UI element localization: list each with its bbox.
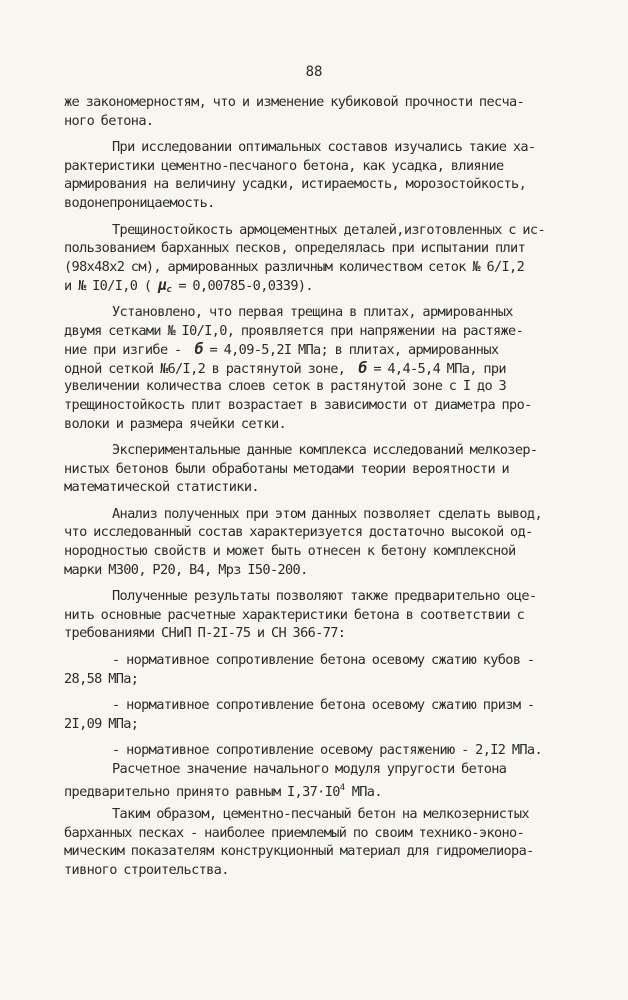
text-line: мическим показателям конструкционный материал для гидромелиора- bbox=[64, 843, 534, 860]
text-line: водонепроницаемость. bbox=[64, 194, 215, 211]
text-fragment: МПа. bbox=[345, 783, 382, 800]
text-line bbox=[64, 340, 628, 359]
text-line: (98х48х2 см), армированных различным количеством сеток № 6/I,2 bbox=[64, 258, 525, 275]
text-line: - нормативное сопротивление осевому растяжению - 2,I2 МПа. bbox=[112, 742, 542, 759]
text-line: армирования на величину усадки, истираемость, морозостойкость, bbox=[64, 176, 527, 193]
text-line: ного бетона. bbox=[64, 112, 154, 129]
exponent: 4 bbox=[339, 782, 346, 793]
text-fragment: и № I0/I,0 ( bbox=[64, 278, 152, 295]
sigma-symbol: б bbox=[194, 340, 204, 359]
text-fragment: ние при изгибе - bbox=[64, 342, 182, 359]
body-text bbox=[0, 93, 628, 880]
text-fragment: = 0,00785-0,0339). bbox=[171, 278, 313, 295]
text-line: нистых бетонов были обработаны методами теории вероятности и bbox=[64, 460, 510, 477]
text-line: барханных песках - наиболее приемлемый по своим технико-эконо- bbox=[64, 824, 525, 841]
text-line: что исследованный состав характеризуется достаточно высокой од- bbox=[64, 524, 533, 541]
text-line bbox=[64, 359, 628, 378]
mu-c-symbol: $\mu_c$ bbox=[157, 276, 172, 296]
text-line: При исследовании оптимальных составов изучались такие ха- bbox=[112, 139, 536, 156]
text-line: требованиями СНиП П-2I-75 и СН 366-77: bbox=[64, 625, 346, 642]
text-fragment: = 4,09-5,2I МПа; в плитах, армированных bbox=[203, 342, 499, 359]
text-fragment: предварительно принято равным I,37·I0 bbox=[64, 783, 340, 800]
page-number: 88 bbox=[305, 64, 323, 80]
text-line: Трещиностойкость армоцементных деталей,изготовленных с ис- bbox=[112, 221, 545, 238]
text-line: Расчетное значение начального модуля упругости бетона bbox=[112, 761, 507, 777]
text-line: нить основные расчетные характеристики бетона в соответствии с bbox=[64, 606, 525, 623]
text-line: - нормативное сопротивление бетона осевому сжатию кубов - bbox=[112, 652, 535, 669]
sigma-symbol: б bbox=[358, 358, 367, 377]
text-line: 28,58 МПа; bbox=[64, 670, 139, 687]
text-line: пользованием барханных песков, определялась при испытании плит bbox=[64, 240, 526, 257]
text-line bbox=[64, 276, 628, 295]
text-line: нородностью свойств и может быть отнесен к бетону комплексной bbox=[64, 543, 516, 560]
text-line: марки М300, Р20, В4, Мрз I50-200. bbox=[64, 561, 308, 578]
text-line: - нормативное сопротивление бетона осевому сжатию призм - bbox=[112, 697, 535, 714]
text-line: двумя сетками № I0/I,0, проявляется при напряжении на растяже- bbox=[64, 322, 524, 339]
text-line: Полученные результаты позволяют также предварительно оце- bbox=[112, 588, 537, 605]
text-line: Экспериментальные данные комплекса исследований мелкозер- bbox=[112, 442, 538, 459]
symbol-subscript: c bbox=[166, 285, 172, 296]
text-line: Установлено, что первая трещина в плитах, армированных bbox=[112, 303, 513, 320]
text-line: математической статистики. bbox=[64, 479, 259, 496]
text-line bbox=[64, 779, 628, 798]
text-line: 2I,09 МПа; bbox=[64, 715, 139, 732]
text-line: тивного строительства. bbox=[64, 861, 229, 878]
text-line: волоки и размера ячейки сетки. bbox=[64, 415, 287, 432]
text-line: трещиностойкость плит возрастает в зависимости от диаметра про- bbox=[64, 396, 532, 413]
text-line: Анализ полученных при этом данных позволяет сделать вывод, bbox=[112, 505, 542, 522]
text-line: Таким образом, цементно-песчаный бетон на мелкозернистых bbox=[112, 806, 529, 823]
text-line: же закономерностям, что и изменение кубиковой прочности песча- bbox=[64, 94, 525, 110]
text-fragment: = 4,4-5,4 МПа, при bbox=[366, 360, 506, 377]
text-fragment: одной сеткой №6/I,2 в растянутой зоне, bbox=[64, 360, 346, 377]
text-line: рактеристики цементно-песчаного бетона, как усадка, влияние bbox=[64, 157, 504, 174]
text-line: увеличении количества слоев сеток в растянутой зоне с I до 3 bbox=[64, 378, 507, 395]
